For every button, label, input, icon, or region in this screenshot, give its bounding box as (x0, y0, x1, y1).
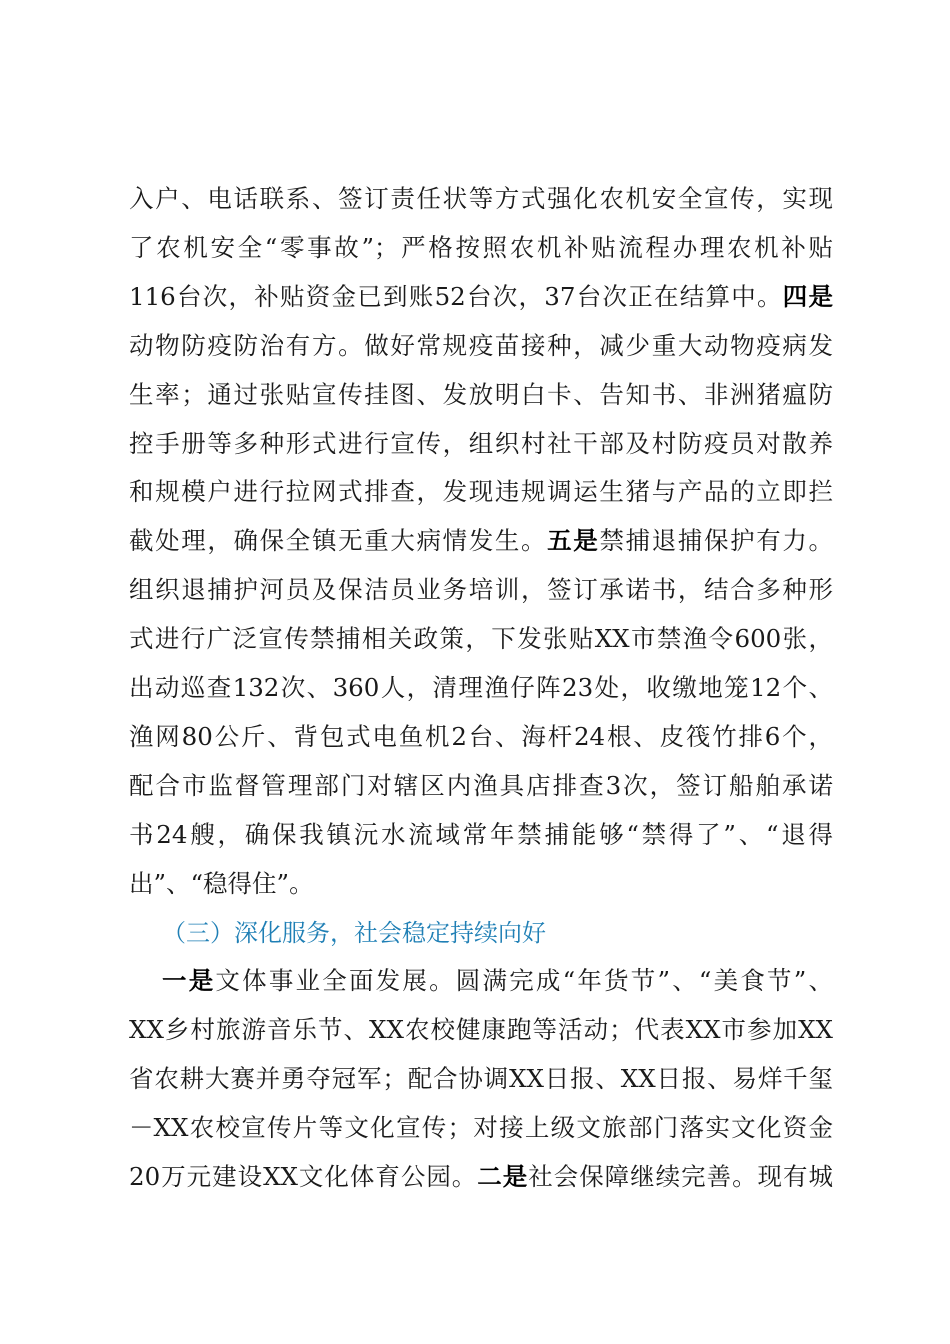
bold-lead-phrase: 四是 (782, 282, 833, 311)
paragraph-line (129, 1106, 833, 1150)
paragraph-line (129, 275, 833, 319)
paragraph-line (129, 226, 833, 270)
paragraph-line (129, 373, 833, 417)
paragraph-line (129, 1008, 833, 1052)
text-run: 配合市监督管理部门对辖区内渔具店排查3次，签订船舶承诺 (129, 771, 833, 800)
paragraph-line (129, 862, 833, 906)
text-run: 20万元建设XX文化体育公园。 (129, 1162, 478, 1191)
paragraph-line (129, 422, 833, 466)
text-run: 文体事业全面发展。圆满完成“年货节”、“美食节”、 (215, 966, 833, 995)
text-run: 了农机安全“零事故”；严格按照农机补贴流程办理农机补贴 (129, 233, 833, 262)
text-run: 出动巡查132次、360人，清理渔仔阵23处，收缴地笼12个、 (129, 673, 833, 702)
paragraph-line (129, 715, 833, 759)
text-run: 渔网80公斤、背包式电鱼机2台、海杆24根、皮筏竹排6个， (129, 722, 833, 751)
section-heading: （三）深化服务，社会稳定持续向好 (162, 919, 546, 947)
text-run: 和规模户进行拉网式排查，发现违规调运生猪与产品的立即拦 (129, 477, 833, 506)
text-run: 书24艘，确保我镇沅水流域常年禁捕能够“禁得了”、“退得 (129, 820, 833, 849)
paragraph-line (162, 959, 833, 1003)
bold-lead-phrase: 二是 (477, 1162, 529, 1191)
text-run: 动物防疫防治有方。做好常规疫苗接种，减少重大动物疫病发 (129, 331, 833, 360)
paragraph-line (129, 813, 833, 857)
paragraph-line (129, 1057, 833, 1101)
text-run: 截处理，确保全镇无重大病情发生。 (129, 526, 548, 555)
paragraph-line (129, 519, 833, 563)
text-run: XX乡村旅游音乐节、XX农校健康跑等活动；代表XX市参加XX (129, 1015, 833, 1044)
text-run: －XX农校宣传片等文化宣传；对接上级文旅部门落实文化资金 (129, 1113, 833, 1142)
text-run: 组织退捕护河员及保洁员业务培训，签订承诺书，结合多种形 (129, 575, 833, 604)
text-run: 禁捕退捕保护有力。 (599, 526, 833, 555)
paragraph-line (129, 568, 833, 612)
text-run: 省农耕大赛并勇夺冠军；配合协调XX日报、XX日报、易烊千玺 (129, 1064, 833, 1093)
paragraph-line (129, 1155, 833, 1199)
bold-lead-phrase: 一是 (162, 966, 216, 995)
text-run: 控手册等多种形式进行宣传，组织村社干部及村防疫员对散养 (129, 429, 833, 458)
paragraph-line (129, 764, 833, 808)
paragraph-line (129, 470, 833, 514)
text-run: 入户、电话联系、签订责任状等方式强化农机安全宣传，实现 (129, 184, 833, 213)
bold-lead-phrase: 五是 (547, 526, 600, 555)
text-run: 生率；通过张贴宣传挂图、发放明白卡、告知书、非洲猪瘟防 (129, 380, 833, 409)
paragraph-line (129, 617, 833, 661)
text-run: 社会保障继续完善。现有城 (528, 1162, 833, 1191)
paragraph-line (129, 177, 833, 221)
paragraph-line (129, 324, 833, 368)
text-run: 式进行广泛宣传禁捕相关政策，下发张贴XX市禁渔令600张， (129, 624, 833, 653)
paragraph-line (129, 666, 833, 710)
text-run: 出”、“稳得住”。 (129, 869, 314, 898)
text-run: 116台次，补贴资金已到账52台次，37台次正在结算中。 (129, 282, 783, 311)
